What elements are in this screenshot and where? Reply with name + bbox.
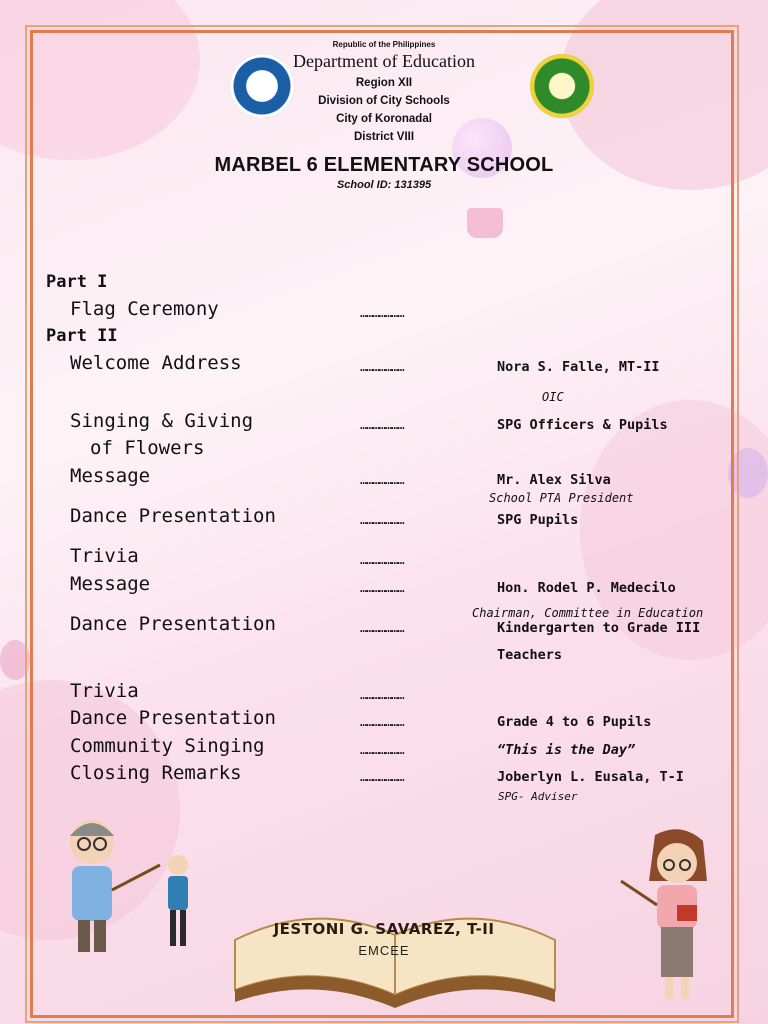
region-label: Region XII [355,77,413,89]
program-item-title: Closing Remarks [70,762,242,784]
leader-dots: ………………… [360,581,404,595]
school-id: School ID: 131395 [336,179,432,191]
program-item-title: Message [70,465,151,487]
part-2-heading: Part II [46,326,118,346]
program-item-title: Flag Ceremony [70,298,219,320]
program-item-person: “This is the Day” [497,742,636,758]
leader-dots: ………………… [360,553,404,567]
leader-dots: ………………… [360,306,404,320]
program-item-role: SPG- Adviser [498,790,578,803]
leader-dots: ………………… [360,743,404,757]
program-item-person: Kindergarten to Grade III [497,620,701,636]
female-teacher-illustration [615,825,725,1005]
part-1-heading: Part I [46,272,108,292]
leader-dots: ………………… [360,715,404,729]
document-header [0,40,768,191]
republic-label: Republic of the Philippines [332,40,436,49]
district-label: District VIII [353,131,415,143]
emcee-role: EMCEE [358,943,410,958]
program-item-title: Dance Presentation [70,707,276,729]
program-item-role: School PTA President [489,491,634,505]
program-item-title: Trivia [70,545,139,567]
department-label: Department of Education [293,51,475,71]
program-item-title: Singing & Giving [70,410,254,432]
city-label: City of Koronadal [336,113,432,125]
program-item-person: Nora S. Falle, MT-II [497,359,660,375]
program-item-title: Community Singing [70,735,265,757]
program-item-person: Joberlyn L. Eusala, T-I [497,769,684,785]
program-item-person: Mr. Alex Silva [497,472,611,488]
leader-dots: ………………… [360,621,404,635]
program-item-person: SPG Pupils [497,512,579,528]
program-item-role: OIC [542,390,564,404]
emcee-name: JESTONI G. SAVAREZ, T-II [273,920,495,938]
leader-dots: ………………… [360,770,404,784]
leader-dots: ………………… [360,688,404,702]
program-item-person: Grade 4 to 6 Pupils [497,714,652,730]
leader-dots: ………………… [360,513,404,527]
program-item-title: Message [70,573,151,595]
school-name: MARBEL 6 ELEMENTARY SCHOOL [214,154,554,176]
leader-dots: ………………… [360,360,404,374]
balloon-decor [728,448,768,498]
program-item-title: Dance Presentation [70,613,276,635]
program-item-role: Chairman, Committee in Education [472,606,704,620]
program-item-title: Dance Presentation [70,505,276,527]
program-item-person: Hon. Rodel P. Medecilo [497,580,676,596]
program-item-person-cont: Teachers [497,647,563,663]
program-item-person: SPG Officers & Pupils [497,417,668,433]
leader-dots: ………………… [360,418,404,432]
leader-dots: ………………… [360,473,404,487]
division-label: Division of City Schools [318,95,450,107]
program-item-title: Trivia [70,680,139,702]
program-item-title: Welcome Address [70,352,242,374]
program-item-title-cont: of Flowers [90,437,205,459]
balloon-decor [0,640,30,680]
